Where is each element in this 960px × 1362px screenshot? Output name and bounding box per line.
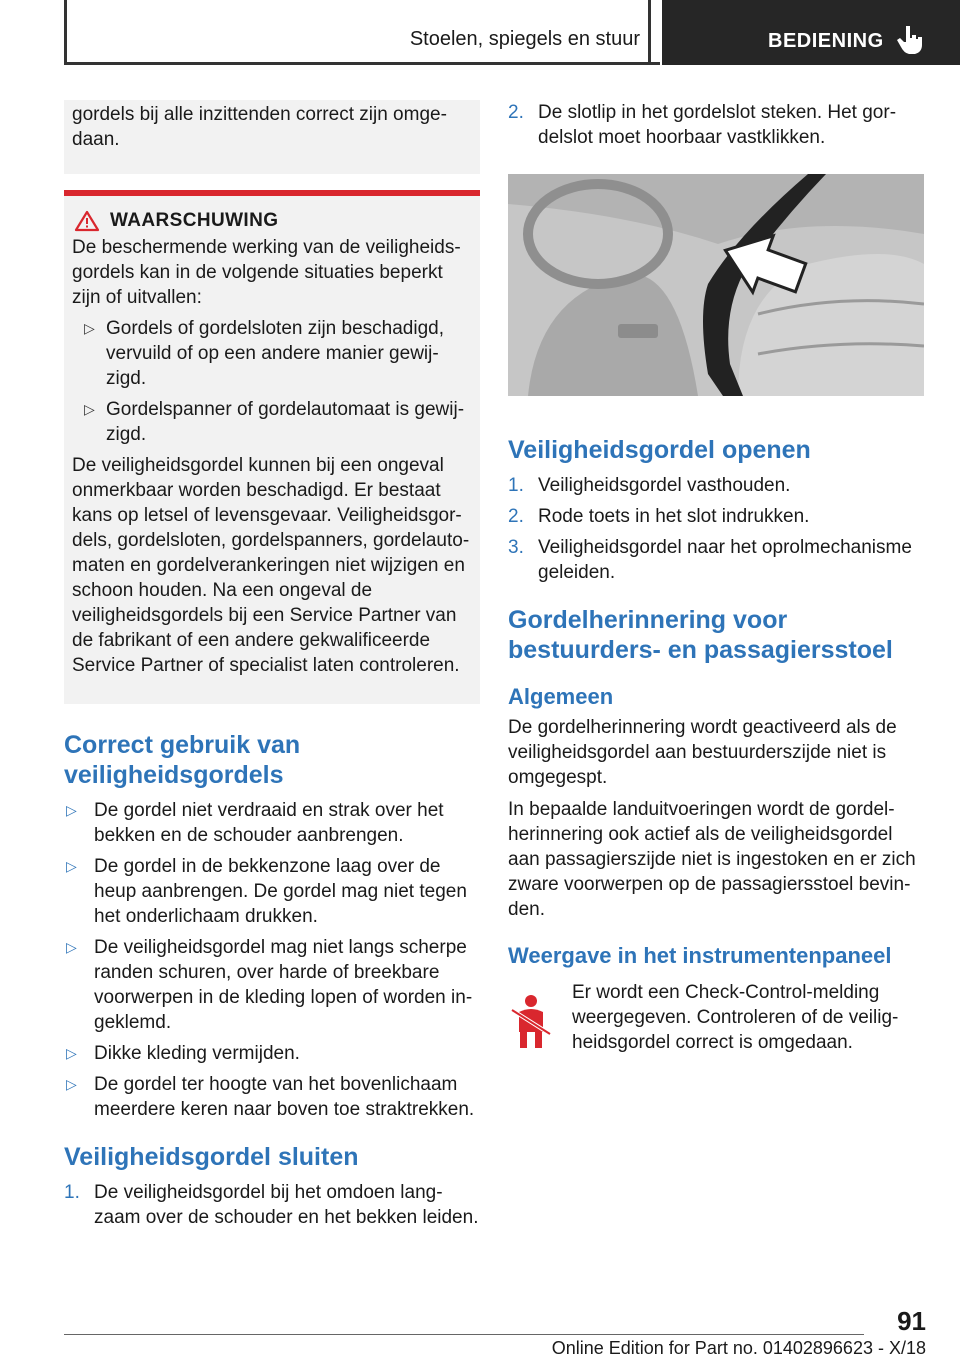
step-number: 1. [64, 1182, 80, 1203]
closing-heading: Veiligheidsgordel sluiten [64, 1143, 359, 1171]
header-baseline [64, 62, 660, 65]
step-text: Rode toets in het slot indrukken. [538, 506, 810, 527]
warning-intro: De beschermende werking van de veiligheidsgordels kan in de volgende situaties beperkt zijn of uitvallen: [72, 237, 461, 308]
page-number: 91 [897, 1306, 926, 1336]
list-item [508, 504, 924, 529]
list-item [508, 473, 924, 498]
step-number: 1. [508, 475, 524, 496]
left-column [64, 100, 480, 1236]
step-text: Veiligheidsgordel vasthouden. [538, 475, 791, 496]
chapter-tab[interactable] [662, 0, 960, 65]
list-item [508, 100, 924, 150]
chapter-title: BEDIENING [768, 30, 884, 52]
warning-triangle-icon [74, 210, 100, 232]
opening-heading: Veiligheidsgordel openen [508, 436, 811, 464]
correct-use-heading: Correct gebruik van veiligheidsgordels [64, 731, 301, 789]
right-column [508, 100, 924, 1055]
closing-steps [64, 1180, 480, 1230]
list-item: ▷ De gordel ter hoogte van het bovenlichaam meerdere keren naar boven toe straktrekken. [64, 1072, 480, 1122]
pointing-hand-icon [896, 24, 926, 56]
correct-use-list [64, 798, 480, 1122]
seatbelt-warning-icon [508, 994, 554, 1050]
reminder-paragraph-1: De gordelherinnering wordt geactiveerd als de veiligheidsgordel aan bestuurderszijde niet is omgegespt. [508, 717, 897, 788]
list-item: ▷ Dikke kleding vermijden. [64, 1041, 480, 1066]
step-text: Veiligheidsgordel naar het oprolmechanisme geleiden. [538, 537, 912, 583]
header-rule-left [64, 0, 67, 64]
header-rule-mid [648, 0, 651, 64]
step-number: 3. [508, 537, 524, 558]
closing-steps-continued [508, 100, 924, 150]
footer-rule [64, 1334, 864, 1335]
step-number: 2. [508, 506, 524, 527]
section-title: Stoelen, spiegels en stuur [409, 28, 640, 50]
reminder-paragraph-2: In bepaalde landuitvoeringen wordt de gordelherinnering ook actief als de veiligheidsgordel aan passagierszijde niet is ingestoken en er zich zware voorwerpen op de passagiersstoel bevinden. [508, 799, 916, 920]
step-text: De slotlip in het gordelslot steken. Het gordelslot moet hoorbaar vastklikken. [538, 102, 897, 148]
warning-title: WAARSCHUWING [110, 210, 279, 231]
warning-box [64, 196, 480, 704]
warning-title-row [72, 208, 472, 233]
list-item: ▷ De gordel in de bekkenzone laag over de heup aanbrengen. De gordel mag niet tegen het onderlichaam drukken. [64, 854, 480, 929]
general-heading: Algemeen [508, 684, 614, 709]
list-item [508, 535, 924, 585]
step-number: 2. [508, 102, 524, 123]
list-item: ▷ Gordelspanner of gordelautomaat is gewijzigd. [72, 397, 472, 447]
intro-text: gordels bij alle inzittenden correct zijn omgedaan. [72, 104, 447, 150]
warning-body: De veiligheidsgordel kunnen bij een ongeval onmerkbaar worden beschadigd. Er bestaat kans op letsel of levensgevaar. Veiligheidsgordels, gordelsloten, gordelspanners, gordelautomaten en gordelverankeringen niet wijzigen en schoon houden. Na een ongeval de veiligheidsgordels bij een Service Partner van de fabrikant of een andere gekwalificeerde Service Partner of specialist laten controleren. [72, 455, 470, 676]
display-heading: Weergave in het instrumentenpaneel [508, 943, 892, 968]
step-text: De veiligheidsgordel bij het omdoen langzaam over de schouder en het bekken leiden. [94, 1182, 479, 1228]
intro-box [64, 100, 480, 174]
warning-list [72, 316, 472, 447]
display-info [508, 980, 924, 1055]
list-item [64, 1180, 480, 1230]
opening-steps [508, 473, 924, 585]
display-text: Er wordt een Check-Control-melding weergegeven. Controleren of de veiligheidsgordel correct is omgedaan. [572, 982, 899, 1053]
reminder-heading: Gordelherinnering voor bestuurders- en passagiersstoel [508, 606, 893, 664]
list-item: ▷ Gordels of gordelsloten zijn beschadigd, vervuild of op een andere manier gewijzigd. [72, 316, 472, 391]
list-item: ▷ De gordel niet verdraaid en strak over het bekken en de schouder aanbrengen. [64, 798, 480, 848]
footer-edition: Online Edition for Part no. 01402896623 - X/18 [551, 1338, 926, 1358]
list-item: ▷ De veiligheidsgordel mag niet langs scherpe randen schuren, over harde of breekbare voorwerpen in de kleding lopen of worden ingeklemd. [64, 935, 480, 1035]
seatbelt-buckle-illustration [508, 174, 924, 396]
